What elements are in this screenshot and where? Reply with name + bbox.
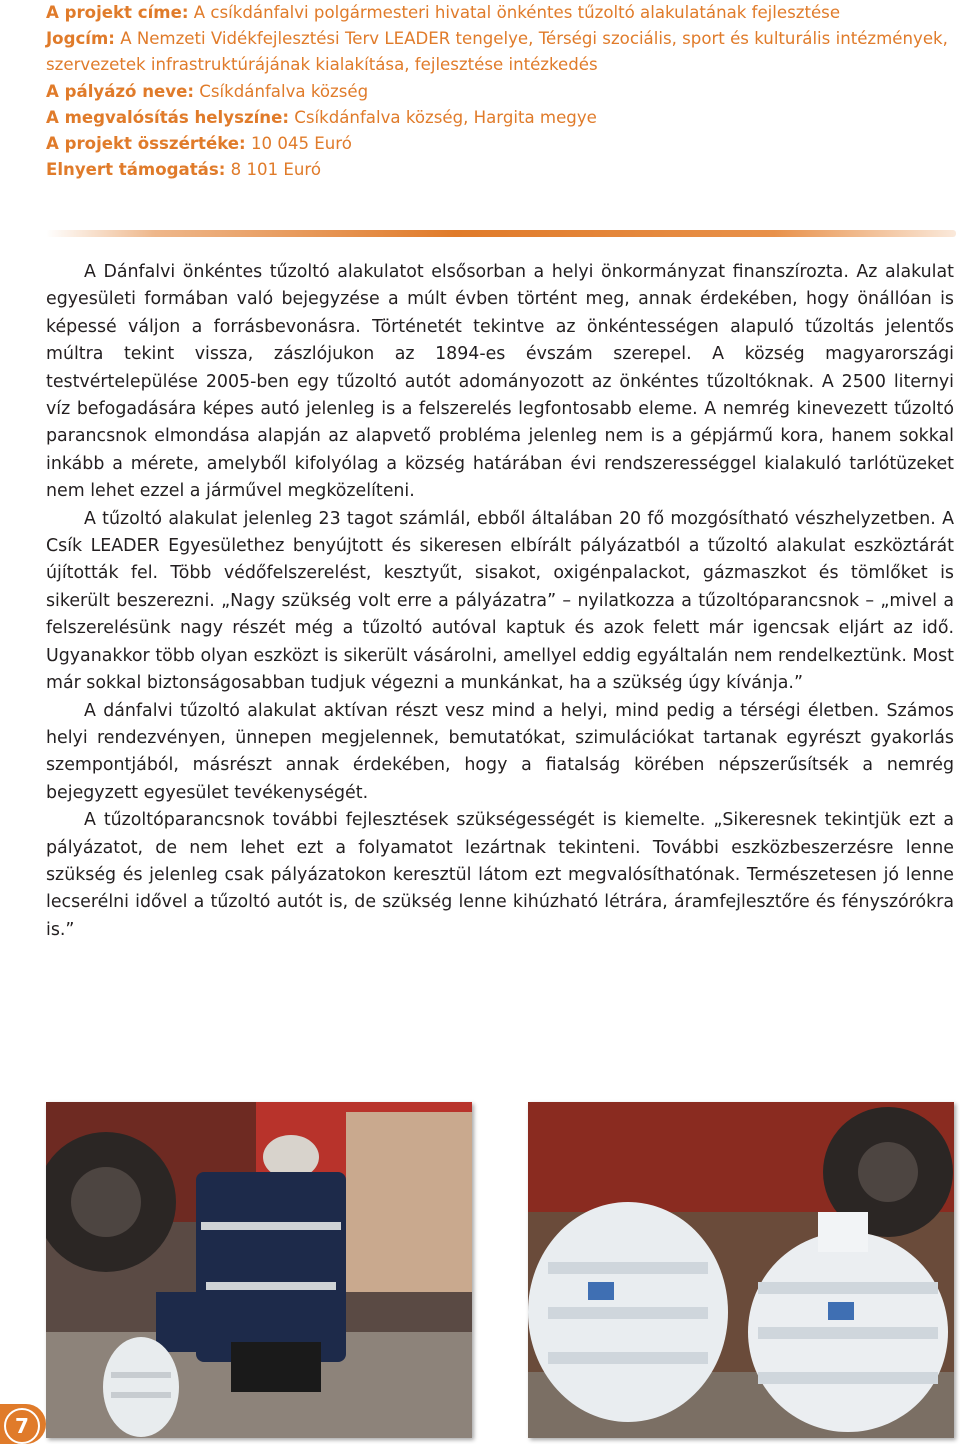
applicant-label: A pályázó neve:: [46, 81, 195, 101]
total-value-line: [46, 131, 956, 157]
page-number-tab: [0, 1404, 46, 1444]
legal-basis-line: [46, 26, 956, 78]
firefighter-gear-illustration: [46, 1102, 472, 1438]
section-divider: [46, 230, 956, 237]
grant-amount: 8 101 Euró: [230, 160, 322, 180]
location-line: [46, 105, 956, 131]
grant-line: [46, 157, 956, 183]
legal-basis-label: Jogcím:: [46, 29, 115, 49]
location-value: Csíkdánfalva község, Hargita megye: [294, 107, 597, 127]
total-value-label: A projekt összértéke:: [46, 134, 246, 154]
applicant-value: Csíkdánfalva község: [199, 81, 369, 101]
fire-hose-bags-photo: [528, 1102, 954, 1438]
firefighter-gear-photo: [46, 1102, 472, 1438]
paragraph-4: A tűzoltóparancsnok további fejlesztések szükségességét is kiemelte. „Sikeresnek tekintjük ezt a pályázatot, de nem lehet ezt a folyamatot lezártnak tekinteni. További eszközbeszerzésre lenne szükség és jelenleg csak pályázatokon keresztül látom ezt megvalósíthatónak. Természetesen jó lenne lecserélni idővel a tűzoltó autót is, de szükség lenne kihúzható létrára, áramfejlesztőre és fényszórókra is.”: [46, 810, 954, 940]
project-title-label: A projekt címe:: [46, 3, 189, 22]
legal-basis-value: A Nemzeti Vidékfejlesztési Terv LEADER tengelye, Térségi szociális, sport és kulturális intézmények, szervezetek infrastruktúrájának kialakítása, fejlesztése intézkedés: [46, 29, 948, 75]
article-body: [46, 259, 954, 944]
total-value-amount: 10 045 Euró: [250, 134, 352, 154]
location-label: A megvalósítás helyszíne:: [46, 107, 289, 127]
paragraph-2: A tűzoltó alakulat jelenleg 23 tagot számlál, ebből általában 20 fő mozgósítható vészhelyzetben. A Csík LEADER Egyesülethez benyújtott és sikeresen elbírált pályázatból a tűzoltó alakulat eszköztárát újították fel. Több védőfelszerelést, kesztyűt, sisakot, oxigénpalackot, gázmaszkot és tömlőket is sikerült beszerezni. „Nagy szükség volt erre a pályázatra” – nyilatkozza a tűzoltóparancsnok – „mivel a felszerelésünk nagy részét még a tűzoltó autóval kaptuk és azok felett már igencsak eljárt az idő. Ugyanakkor több olyan eszközt is sikerült vásárolni, amellyel eddig egyáltalán nem rendelkeztünk. Most már sokkal biztonságosabban tudjuk végezni a munkánkat, ha a szükség úgy kívánja.”: [46, 508, 954, 694]
project-title-value: A csíkdánfalvi polgármesteri hivatal önkéntes tűzoltó alakulatának fejlesztése: [193, 3, 841, 22]
fire-hose-bags-illustration: [528, 1102, 954, 1438]
project-title-line: [46, 0, 956, 26]
grant-label: Elnyert támogatás:: [46, 160, 226, 180]
paragraph-1: A Dánfalvi önkéntes tűzoltó alakulatot elsősorban a helyi önkormányzat finanszírozta. Az alakulat egyesületi formában való bejegyzése a múlt évben történt meg, annak érdekében, hogy önállóan is képessé váljon a forrásbevonásra. Történetét tekintve az önkéntességen alapuló tűzoltás jelentős múltra tekint vissza, zászlójukon az 1894-es évszám szerepel. A község magyarországi testvértelepülése 2005-ben egy tűzoltó autót adományozott az önkéntes tűzoltóknak. A 2500 liternyi víz befogadására képes autó jelenleg is a felszerelés legfontosabb eleme. A nemrég kinevezett tűzoltó parancsnok elmondása alapján az alapvető probléma jelenleg nem is a gépjármű kora, hanem sokkal inkább a mérete, amelyből kifolyólag a község határában évi rendszerességgel kialakuló tarlótüzeket nem lehet ezzel a járművel megközelíteni.: [46, 262, 954, 502]
applicant-line: [46, 79, 956, 105]
paragraph-3: A dánfalvi tűzoltó alakulat aktívan részt vesz mind a helyi, mind pedig a térségi életben. Számos helyi rendezvényen, ünnepen megjelennek, bemutatókat, szimulációkat tartanak egyrészt gyakorlás szempontjából, másrészt annak érdekében, hogy a fiatalság körében népszerűsítsék a nemrég bejegyzett egyesület tevékenységét.: [46, 700, 954, 803]
project-info-block: [46, 0, 956, 183]
page-number: 7: [4, 1408, 40, 1444]
